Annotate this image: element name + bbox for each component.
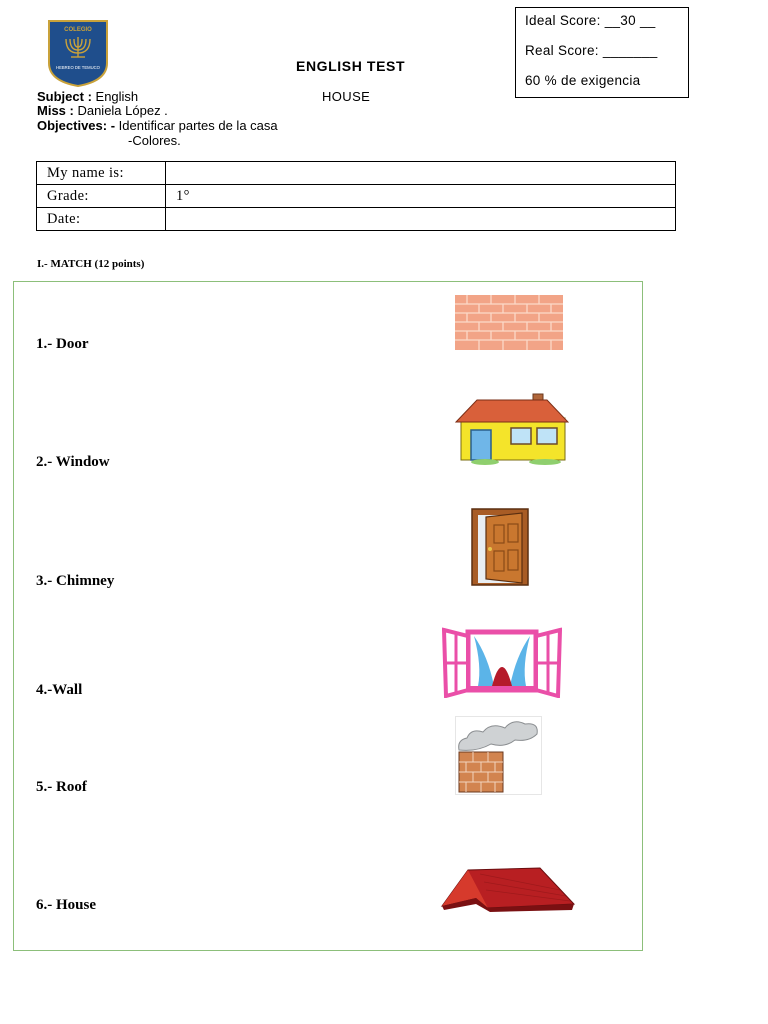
date-field[interactable] <box>166 208 676 231</box>
match-box <box>13 281 643 951</box>
match-item-chimney: 3.- Chimney <box>36 573 115 589</box>
window-icon <box>442 626 562 698</box>
logo-text-top: COLEGIO <box>64 27 92 33</box>
miss-value: Daniela López . <box>73 103 168 118</box>
match-item-wall: 4.-Wall <box>36 682 83 698</box>
real-score: Real Score: _______ <box>525 43 658 58</box>
objectives-value: Identificar partes de la casa <box>115 118 278 133</box>
ideal-score: Ideal Score: __30 __ <box>525 13 656 28</box>
exigencia-text: 60 % de exigencia <box>525 73 641 88</box>
match-item-house: 6.- House <box>36 897 96 913</box>
door-icon <box>468 507 532 587</box>
grade-field[interactable]: 1° <box>166 185 676 208</box>
subject-value: English <box>91 89 139 104</box>
table-row <box>37 162 676 185</box>
subject-line <box>37 89 138 104</box>
match-item-door: 1.- Door <box>36 336 89 352</box>
brick-wall-icon <box>455 295 563 350</box>
table-row <box>37 185 676 208</box>
date-label: Date: <box>37 208 166 231</box>
match-item-window: 2.- Window <box>36 454 110 470</box>
name-label: My name is: <box>37 162 166 185</box>
objectives-line-2: -Colores. <box>128 133 181 148</box>
roof-icon <box>440 864 576 914</box>
match-item-roof: 5.- Roof <box>36 779 87 795</box>
objectives-label: Objectives: - <box>37 118 116 133</box>
house-icon <box>455 388 569 466</box>
student-info-table <box>36 161 676 231</box>
school-crest-icon <box>47 19 109 87</box>
score-box <box>515 7 689 98</box>
objectives-line <box>37 118 278 133</box>
logo-text-bottom: HEBREO DE TEMUCO <box>56 65 100 70</box>
grade-label: Grade: <box>37 185 166 208</box>
subject-label: Subject : <box>37 89 92 104</box>
section-title: I.- MATCH (12 points) <box>37 258 145 270</box>
chimney-icon <box>455 716 543 796</box>
name-field[interactable] <box>166 162 676 185</box>
topic-label: HOUSE <box>322 89 371 104</box>
page-title: ENGLISH TEST <box>296 58 406 74</box>
miss-label: Miss : <box>37 103 74 118</box>
miss-line <box>37 103 168 118</box>
table-row <box>37 208 676 231</box>
